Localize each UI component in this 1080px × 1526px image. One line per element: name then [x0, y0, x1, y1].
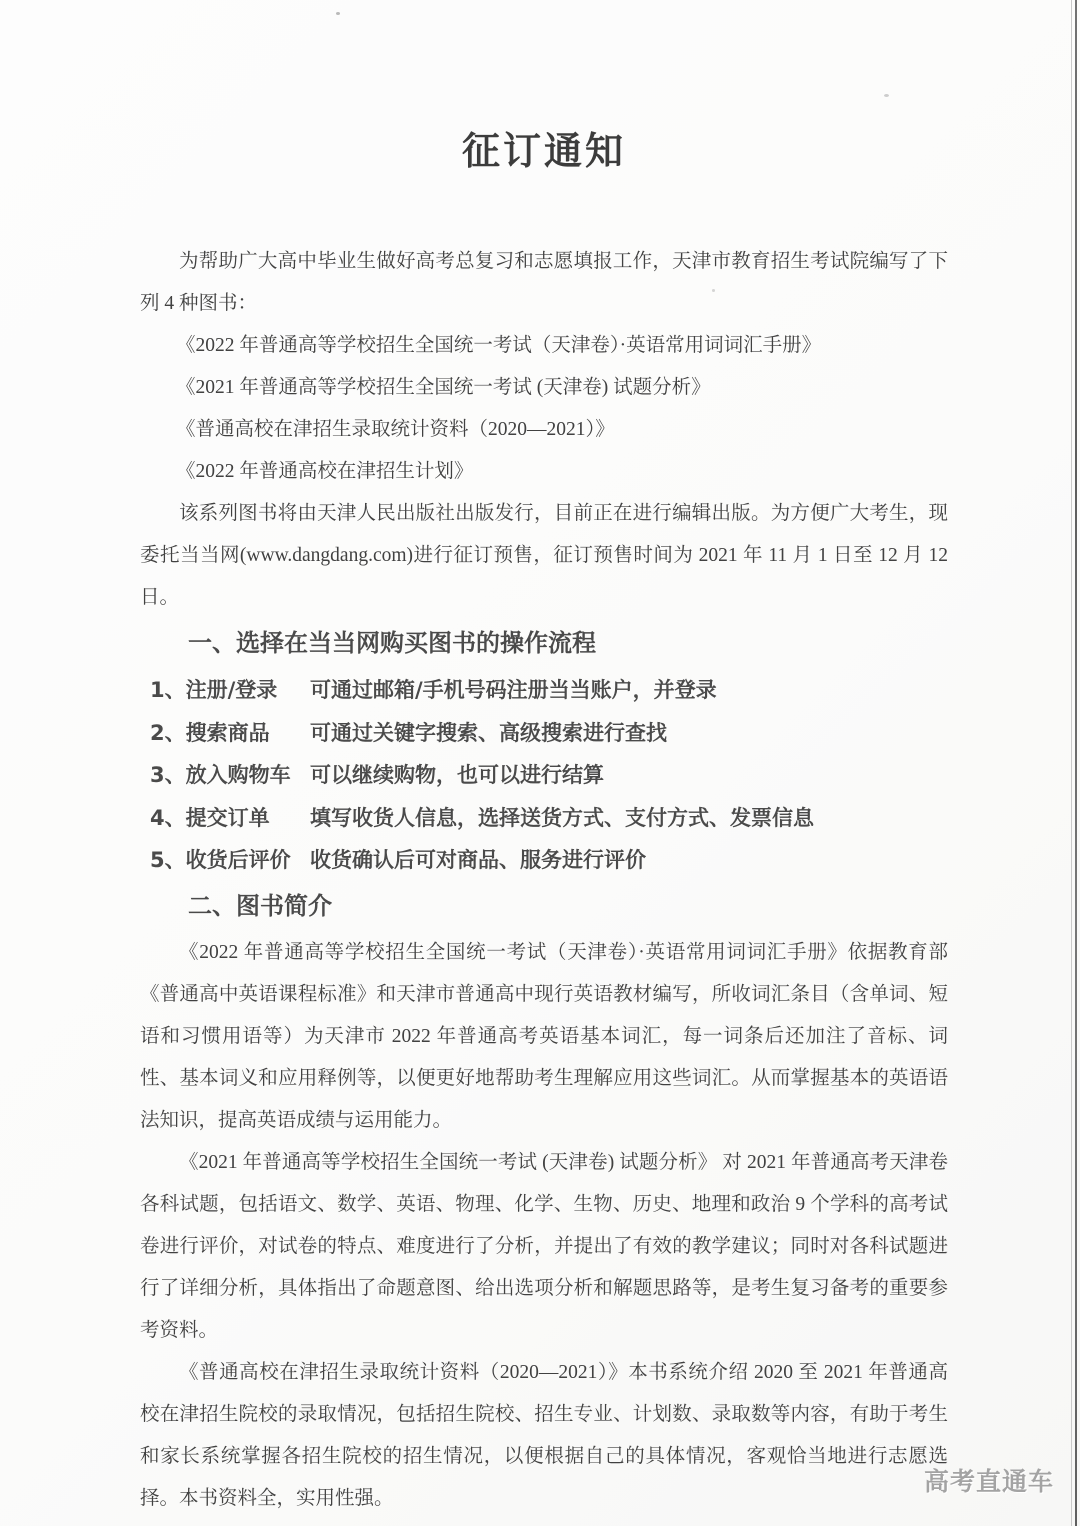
scan-edge-line-light — [1071, 0, 1072, 1526]
book-list-item-3: 《普通高校在津招生录取统计资料（2020—2021）》 — [176, 419, 615, 440]
intro-paragraph: 为帮助广大高中毕业生做好高考总复习和志愿填报工作，天津市教育招生考试院编写了下列 4 种图书： — [140, 251, 948, 314]
step-label: 5、收货后评价 — [150, 848, 291, 872]
book-list-item-2: 《2021 年普通高等学校招生全国统一考试 (天津卷) 试题分析》 — [176, 377, 711, 398]
step-label: 2、搜索商品 — [150, 720, 270, 745]
step-submit-order — [150, 797, 948, 840]
watermark: 高考直通车 — [923, 1467, 1054, 1496]
scan-speck — [884, 94, 889, 97]
book-list-item-4: 《2022 年普通高校在津招生计划》 — [176, 461, 474, 482]
book1-description: 《2022 年普通高等学校招生全国统一考试（天津卷）·英语常用词词汇手册》依据教育部《普通高中英语课程标准》和天津市普通高中现行英语教材编写，所收词汇条目（含单词、短语和习惯用语等）为天津市 2022 年普通高考英语基本词汇，每一词条后还加注了音标、词性、基本词义和应用释例等，以便更好地帮助考生理解应用这些词汇。从而掌握基本的英语语法知识，提高英语成绩与运用能力。 — [140, 941, 948, 1131]
book-list-item-1: 《2022 年普通高等学校招生全国统一考试（天津卷）·英语常用词词汇手册》 — [176, 335, 822, 356]
step-register — [150, 669, 948, 712]
step-desc: 填写收货人信息，选择送货方式、支付方式、发票信息 — [310, 805, 814, 830]
book3-description: 《普通高校在津招生录取统计资料（2020—2021）》本书系统介绍 2020 至 2021 年普通高校在津招生院校的录取情况，包括招生院校、招生专业、计划数、录取数等内容，有助于考生和家长系统掌握各招生院校的招生情况，以便根据自己的具体情况，客观恰当地进行志愿选择。本书资料全，实用性强。 — [140, 1361, 948, 1509]
step-label: 4、提交订单 — [150, 805, 270, 830]
step-desc: 可通过关键字搜索、高级搜索进行查找 — [310, 720, 667, 745]
step-desc: 可通过邮箱/手机号码注册当当账户，并登录 — [310, 678, 717, 702]
step-label: 3、放入购物车 — [150, 763, 291, 787]
section1-heading: 一、选择在当当网购买图书的操作流程 — [188, 629, 596, 657]
step-desc: 收货确认后可对商品、服务进行评价 — [310, 848, 646, 872]
step-review — [150, 839, 948, 882]
scan-speck — [712, 289, 715, 292]
step-add-to-cart — [150, 754, 948, 797]
section2-heading: 二、图书简介 — [188, 891, 332, 920]
book2-description: 《2021 年普通高等学校招生全国统一考试 (天津卷) 试题分析》 对 2021 年普通高考天津卷各科试题，包括语文、数学、英语、物理、化学、生物、历史、地理和政治 9 个学科的高考试卷进行评价，对试卷的特点、难度进行了分析，并提出了有效的教学建议；同时对各科试题进行了详细分析，具体指出了命题意图、给出选项分析和解题思路等，是考生复习备考的重要参考资料。 — [140, 1151, 948, 1341]
step-desc: 可以继续购物，也可以进行结算 — [310, 763, 604, 787]
scan-speck — [336, 12, 340, 15]
publisher-paragraph: 该系列图书将由天津人民出版社出版发行，目前正在进行编辑出版。为方便广大考生，现委托当当网(www.dangdang.com)进行征订预售，征订预售时间为 2021 年 11 月 1 日至 12 月 12 日。 — [140, 503, 948, 608]
page-title: 征订通知 — [461, 129, 626, 173]
step-label: 1、注册/登录 — [150, 678, 278, 702]
scan-edge-line-dark — [1075, 0, 1077, 1526]
step-search — [150, 712, 948, 755]
